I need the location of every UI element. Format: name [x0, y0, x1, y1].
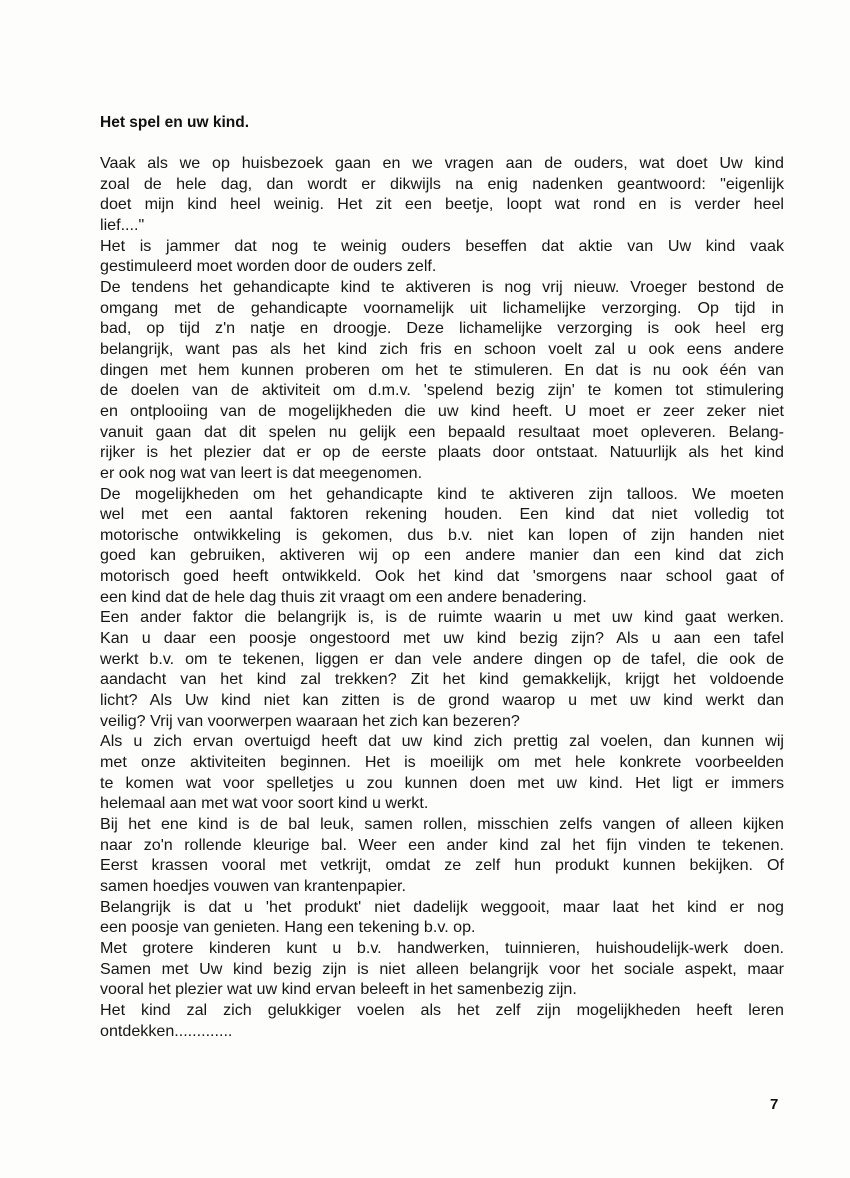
text-line: aandacht van het kind zal trekken? Zit het kind gemakkelijk, krijgt het voldoende [100, 670, 784, 689]
text-line: er ook nog wat van leert is dat meegenomen. [100, 463, 423, 482]
text-line: Eerst krassen vooral met vetkrijt, omdat ze zelf hun produkt kunnen bekijken. Of [100, 856, 784, 875]
text-line: De tendens het gehandicapte kind te aktiveren is nog vrij nieuw. Vroeger bestond de [100, 277, 784, 296]
text-line: te komen wat voor spelletjes u zou kunnen doen met uw kind. Het ligt er immers [100, 773, 784, 792]
text-line: wel met een aantal faktoren rekening houden. Een kind dat niet volledig tot [100, 505, 784, 524]
text-line: doet mijn kind heel weinig. Het zit een beetje, loopt wat rond en is verder heel [100, 195, 784, 214]
body-text [100, 153, 784, 1041]
text-line: werkt b.v. om te tekenen, liggen er dan vele andere dingen op de tafel, die ook de [100, 649, 784, 668]
text-line: belangrijk, want pas als het kind zich fris en schoon voelt zal u ook eens andere [100, 339, 784, 358]
text-line: naar zo'n rollende kleurige bal. Weer een ander kind zal het fijn vinden te tekenen. [100, 835, 784, 854]
text-line: veilig? Vrij van voorwerpen waaraan het zich kan bezeren? [100, 711, 520, 730]
text-line: samen hoedjes vouwen van krantenpapier. [100, 876, 406, 895]
text-line: een kind dat de hele dag thuis zit vraagt om een andere benadering. [100, 587, 587, 606]
text-line: helemaal aan met wat voor soort kind u werkt. [100, 794, 429, 813]
text-line: vanuit gaan dat dit spelen nu gelijk een bepaald resultaat moet opleveren. Belang- [100, 422, 784, 441]
text-line: motorische ontwikkeling is gekomen, dus b.v. niet kan lopen of zijn handen niet [100, 525, 784, 544]
text-line: Met grotere kinderen kunt u b.v. handwerken, tuinnieren, huishoudelijk-werk doen. [100, 938, 784, 957]
text-line: Als u zich ervan overtuigd heeft dat uw kind zich prettig zal voelen, dan kunnen wij [100, 732, 784, 751]
text-line: vooral het plezier wat uw kind ervan beleeft in het samenbezig zijn. [100, 980, 577, 999]
text-line: gestimuleerd moet worden door de ouders zelf. [100, 257, 437, 276]
text-line: bad, op tijd z'n natje en droogje. Deze lichamelijke verzorging is ook heel erg [100, 319, 784, 338]
text-line: de doelen van de aktiviteit om d.m.v. 'spelend bezig zijn' te komen tot stimulering [100, 381, 784, 400]
text-line: met onze aktiviteiten beginnen. Het is moeilijk om met hele konkrete voorbeelden [100, 753, 784, 772]
text-line: goed kan gebruiken, aktiveren wij op een andere manier dan een kind dat zich [100, 546, 784, 565]
text-line: lief...." [100, 215, 145, 234]
text-line: Samen met Uw kind bezig zijn is niet alleen belangrijk voor het sociale aspekt, maar [100, 959, 784, 978]
page-title: Het spel en uw kind. [100, 114, 249, 131]
text-line: Het is jammer dat nog te weinig ouders beseffen dat aktie van Uw kind vaak [100, 236, 784, 255]
text-line: een poosje van genieten. Hang een tekening b.v. op. [100, 918, 476, 937]
text-line: omgang met de gehandicapte voornamelijk uit lichamelijke verzorging. Op tijd in [100, 298, 784, 317]
text-line: licht? Als Uw kind niet kan zitten is de grond waarop u met uw kind werkt dan [100, 691, 784, 710]
text-line: Het kind zal zich gelukkiger voelen als het zelf zijn mogelijkheden heeft leren [100, 1000, 784, 1019]
text-line: ontdekken............. [100, 1021, 233, 1040]
text-line: dingen met hem kunnen proberen om het te stimuleren. En dat is nu ook één van [100, 360, 784, 379]
text-line: Bij het ene kind is de bal leuk, samen rollen, misschien zelfs vangen of alleen kijken [100, 815, 784, 833]
text-line: Een ander faktor die belangrijk is, is de ruimte waarin u met uw kind gaat werken. [100, 608, 784, 627]
text-line: Vaak als we op huisbezoek gaan en we vragen aan de ouders, wat doet Uw kind [100, 154, 784, 172]
text-line: De mogelijkheden om het gehandicapte kind te aktiveren zijn talloos. We moeten [100, 484, 784, 503]
text-line: motorisch goed heeft ontwikkeld. Ook het kind dat 'smorgens naar school gaat of [100, 567, 784, 586]
text-line: Kan u daar een poosje ongestoord met uw kind bezig zijn? Als u aan een tafel [100, 629, 784, 648]
text-line: Belangrijk is dat u 'het produkt' niet dadelijk weggooit, maar laat het kind er nog [100, 897, 784, 916]
page-number: 7 [770, 1096, 779, 1113]
text-line: zoal de hele dag, dan wordt er dikwijls na enig nadenken geantwoord: "eigenlijk [100, 174, 784, 193]
text-line: rijker is het plezier dat er op de eerste plaats door ontstaat. Natuurlijk als het kind [100, 443, 784, 462]
text-line: en ontplooiing van de mogelijkheden die uw kind heeft. U moet er zeer zeker niet [100, 401, 784, 420]
